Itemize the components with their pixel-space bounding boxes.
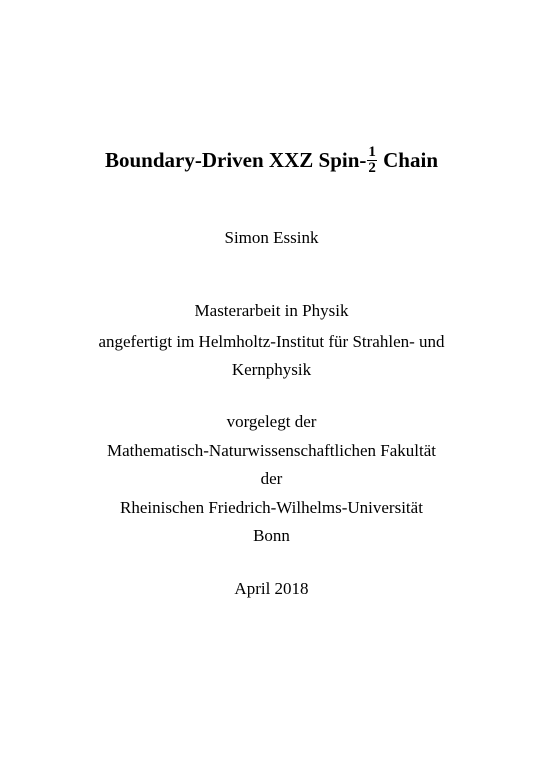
thesis-type: Masterarbeit in Physik (194, 301, 349, 320)
university-name: Rheinischen Friedrich-Wilhelms-Universität (120, 498, 423, 517)
fraction-denominator: 2 (368, 159, 376, 176)
institute-line-2: Kernphysik (231, 360, 312, 379)
submission-date: April 2018 (234, 579, 309, 598)
title-suffix: Chain (377, 148, 438, 172)
faculty-name: Mathematisch-Naturwissenschaftlichen Fakultät (106, 441, 437, 460)
city-name: Bonn (253, 526, 290, 545)
institute-line-1: angefertigt im Helmholtz-Institut für Strahlen- und (98, 332, 445, 351)
thesis-title (0, 140, 543, 180)
fraction-one-half (367, 145, 377, 176)
submitted-to-line: vorgelegt der (226, 412, 317, 431)
title-prefix: Boundary-Driven XXZ Spin- (105, 148, 367, 172)
author-name: Simon Essink (224, 228, 319, 247)
fraction-numerator: 1 (368, 143, 376, 160)
faculty-of-line: der (260, 469, 283, 488)
